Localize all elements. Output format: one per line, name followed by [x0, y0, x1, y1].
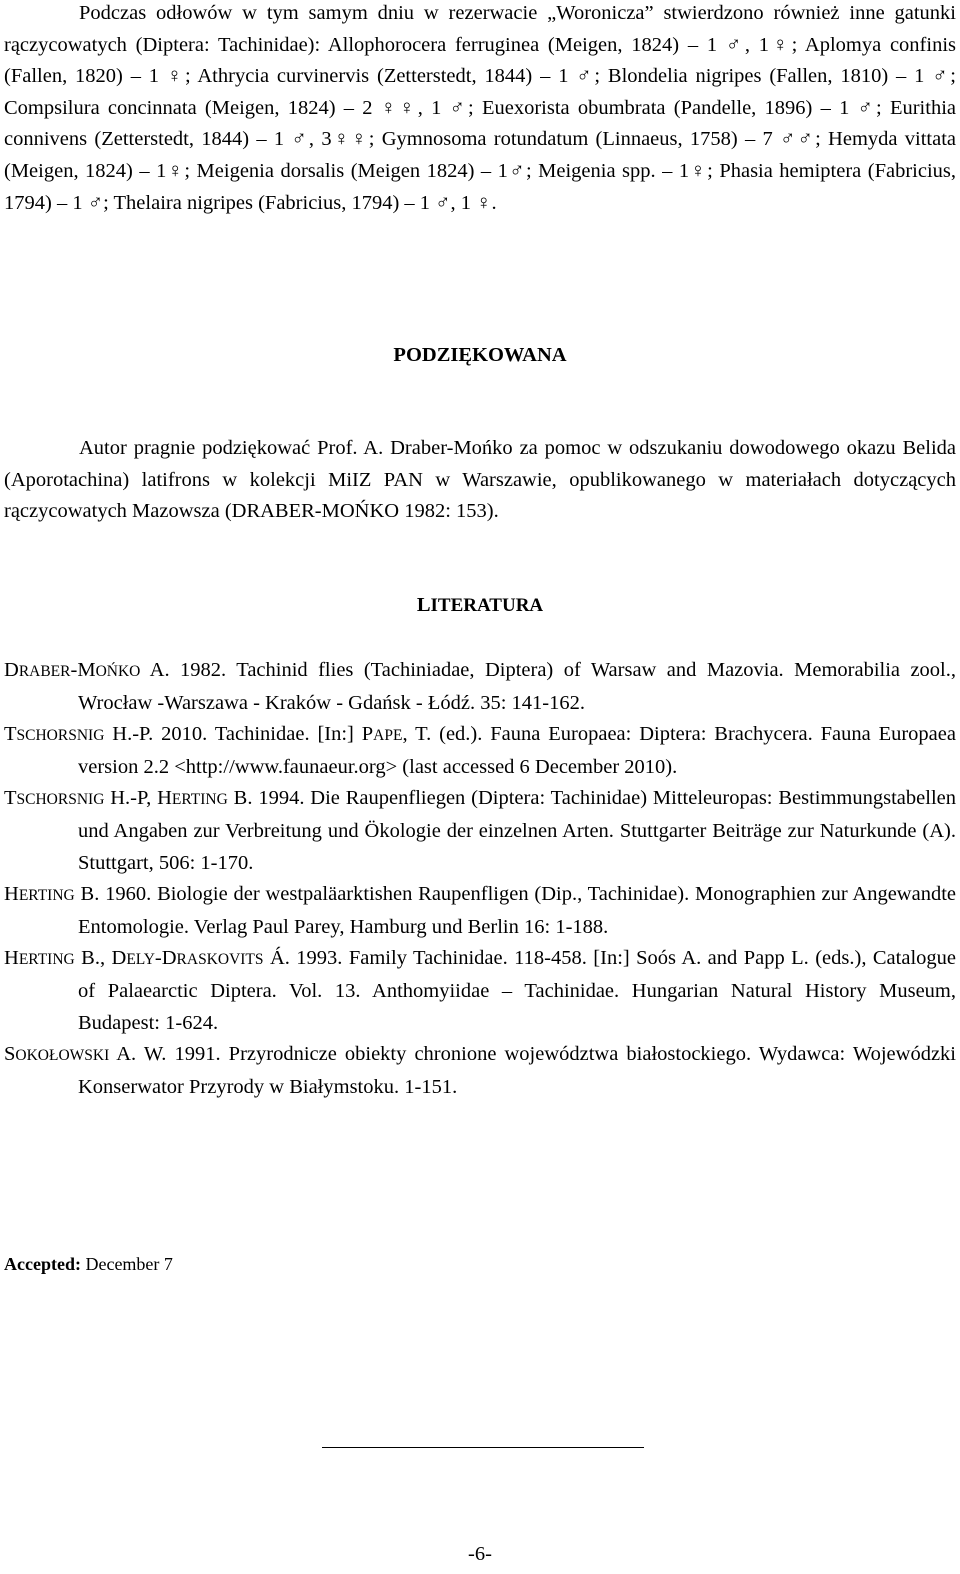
literature-heading-rest: ITERATURA: [430, 595, 544, 616]
reference-author-rest: SCHORSNIG: [16, 727, 105, 745]
reference-text-after: Á. 1993. Family Tachinidae. 118-458. [In:] Soós A. and Papp L. (eds.), Catalogue of Palaearctic Diptera. Vol. 13. Anthomyiidae – Tachinidae. Hungarian Natural History Museum, Budapest: 1-624.: [78, 947, 956, 1034]
reference-editor-initial: P: [361, 723, 374, 746]
reference-author-initial: -M: [70, 659, 96, 681]
reference-item: [4, 783, 956, 879]
page-number: -6-: [468, 1543, 492, 1565]
reference-text: H.-P,: [104, 787, 158, 810]
reference-author-rest: OŃKO: [95, 663, 141, 680]
reference-text-after: B. 1994. Die Raupenfliegen (Diptera: Tachinidae) Mitteleuropas: Bestimmungstabellen und Angaben zur Verbreitung und Ökologie der einzelnen Arten. Stuttgarter Beiträge zur Naturkunde (A). Stuttgart, 506: 1-170.: [78, 787, 956, 874]
reference-author-rest: ERTING: [18, 951, 75, 969]
reference-author-rest: RABER: [18, 663, 71, 680]
observation-paragraph: Podczas odłowów w tym samym dniu w rezerwacie „Woronicza” stwierdzono również inne gatunki rączycowatych (Diptera: Tachinidae): Allophorocera ferruginea (Meigen, 1824) – 1 ♂, 1♀; Aplomya confinis (Fallen, 1820) – 1 ♀; Athrycia curvinervis (Zetterstedt, 1844) – 1 ♂; Blondelia nigripes (Fallen, 1810) – 1 ♂; Compsilura concinnata (Meigen, 1824) – 2 ♀♀, 1 ♂; Euexorista obumbrata (Pandelle, 1896) – 1 ♂; Eurithia connivens (Zetterstedt, 1844) – 1 ♂, 3♀♀; Gymnosoma rotundatum (Linnaeus, 1758) – 7 ♂♂; Hemyda vittata (Meigen, 1824) – 1♀; Meigenia dorsalis (Meigen 1824) – 1♂; Meigenia spp. – 1♀; Phasia hemiptera (Fabricius, 1794) – 1 ♂; Thelaira nigripes (Fabricius, 1794) – 1 ♂, 1 ♀.: [4, 2, 956, 214]
reference-editor-initial: H: [157, 787, 172, 810]
acknowledgements-heading: PODZIĘKOWANA: [393, 344, 567, 366]
reference-author-rest: ERTING: [18, 887, 75, 905]
reference-item: [4, 1039, 956, 1103]
reference-editor-rest: RASKOVITS: [176, 951, 264, 969]
reference-text: A. 1982. Tachinid flies (Tachiniadae, Diptera) of Warsaw and Mazovia. Memorabilia zool., Wrocław -Warszawa - Kraków - Gdańsk - Łódź. 35: 141-162.: [78, 659, 956, 714]
reference-author-initial: H: [4, 883, 19, 906]
reference-editor-rest: ERTING: [171, 791, 228, 809]
reference-text: B.,: [74, 947, 112, 970]
reference-author-initial: T: [4, 787, 17, 810]
footnote-divider: [322, 1447, 644, 1448]
reference-author-initial: H: [4, 947, 19, 970]
reference-text: A. W. 1991. Przyrodnicze obiekty chronione województwa białostockiego. Wydawca: Wojewódzki Konserwator Przyrody w Białymstoku. 1-151.: [78, 1043, 956, 1098]
reference-author-rest: OKOŁOWSKI: [15, 1047, 110, 1065]
reference-editor-initial: -D: [154, 947, 177, 970]
reference-item: [4, 719, 956, 783]
reference-editor-rest: ELY: [126, 951, 155, 969]
reference-author-rest: SCHORSNIG: [16, 791, 105, 809]
accepted-date: [4, 1254, 173, 1275]
literature-heading: [4, 594, 956, 617]
reference-text-after: , T. (ed.). Fauna Europaea: Diptera: Brachycera. Fauna Europaea version 2.2 <http://www.faunaeur.org> (last accessed 6 December 2010).: [78, 723, 956, 778]
reference-item: [4, 879, 956, 943]
reference-author-initial: T: [4, 723, 17, 746]
reference-author-initial: S: [4, 1043, 16, 1066]
accepted-label: Accepted:: [4, 1254, 81, 1274]
reference-text: H.-P. 2010. Tachinidae. [In:]: [104, 723, 362, 746]
reference-author-initial: D: [4, 659, 19, 681]
reference-text: B. 1960. Biologie der westpaläarktishen Raupenfligen (Dip., Tachinidae). Monographien zur Angewandte Entomologie. Verlag Paul Parey, Hamburg und Berlin 16: 1-188.: [74, 883, 956, 938]
reference-item: [4, 655, 956, 719]
reference-list: [4, 655, 956, 1103]
accepted-value: December 7: [80, 1254, 173, 1274]
reference-editor-initial: D: [111, 947, 127, 970]
literature-heading-initial: L: [416, 594, 431, 616]
reference-item: [4, 943, 956, 1039]
acknowledgements-paragraph: Autor pragnie podziękować Prof. A. Draber-Mońko za pomoc w odszukaniu dowodowego okazu Belida (Aporotachina) latifrons w kolekcji MiIZ PAN w Warszawie, opublikowanego w materiałach dotyczących rączycowatych Mazowsza (DRABER-MOŃKO 1982: 153).: [4, 437, 956, 523]
reference-editor-rest: APE: [373, 727, 403, 745]
